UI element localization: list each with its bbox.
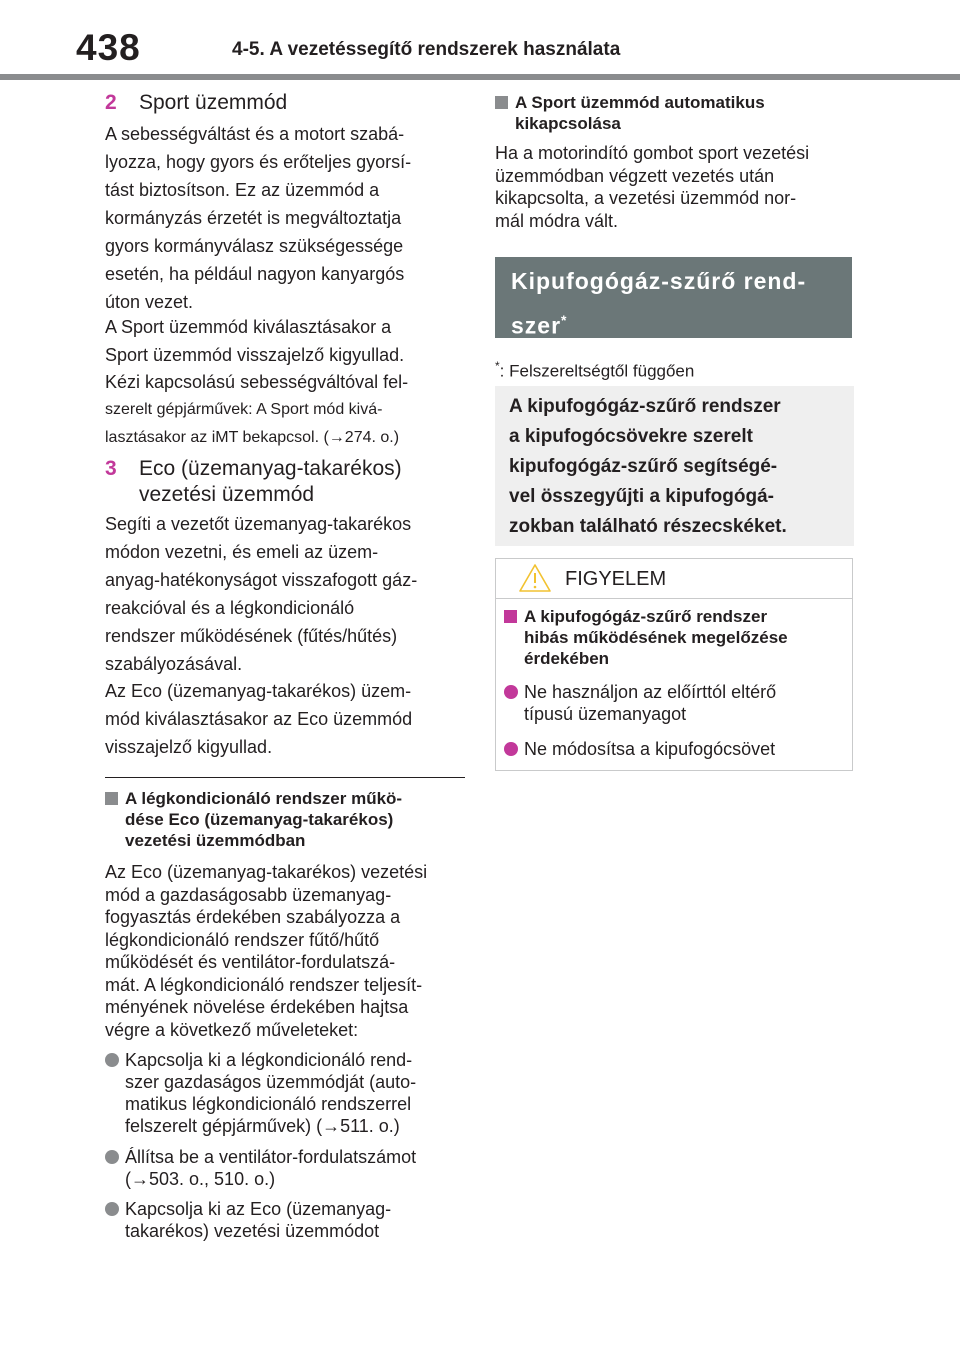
footnote-marker: * <box>561 312 568 328</box>
list-item-text <box>524 681 844 725</box>
text-line: üzemmódban végzett vezetés után <box>495 165 775 186</box>
text-line: visszajelző kigyullad. <box>105 737 273 757</box>
mode-title-line: Eco (üzemanyag-takarékos) <box>139 457 402 480</box>
bullet-dot-icon <box>105 1150 119 1164</box>
bullet-dot-icon <box>105 1202 119 1216</box>
square-marker-icon <box>105 792 118 805</box>
text-line: Ne módosítsa a kipufogócsövet <box>524 739 776 759</box>
text-line: Kapcsolja ki az Eco (üzemanyag- <box>125 1199 392 1219</box>
mode-title <box>139 456 402 508</box>
sport-auto-off-heading <box>495 92 855 134</box>
section-title-text: szer <box>511 312 562 339</box>
text-line: lyozza, hogy gyors és erőteljes gyorsí- <box>105 152 412 172</box>
mode-title-line: vezetési üzemmód <box>139 483 315 506</box>
warning-list-item <box>504 681 844 725</box>
text-line: a kipufogócsövekre szerelt <box>509 426 753 447</box>
warning-header <box>496 559 852 599</box>
text-line: érdekében <box>524 649 610 668</box>
text-line: matikus légkondicionáló rendszerrel <box>125 1094 412 1114</box>
bullet-dot-icon <box>105 1053 119 1067</box>
warning-triangle-icon <box>518 563 552 593</box>
text-line: kormányzás érzetét is megváltoztatja <box>105 208 402 228</box>
heading-text <box>515 92 855 134</box>
text-line: szabályozásával. <box>105 654 243 674</box>
ac-section-heading <box>105 788 467 851</box>
text-line: A Sport üzemmód automatikus <box>515 93 765 112</box>
text-line: esetén, ha például nagyon kanyargós <box>105 264 405 284</box>
text-line: Kézi kapcsolású sebességváltóval fel- <box>105 372 409 392</box>
text-line: végre a következő műveleteket: <box>105 1019 359 1040</box>
text-line: mód a gazdaságosabb üzemanyag- <box>105 884 392 905</box>
text-line: mát. A légkondicionáló rendszer teljesít- <box>105 974 423 995</box>
text-line: anyag-hatékonyságot visszafogott gáz- <box>105 570 418 590</box>
heading-text <box>524 606 844 669</box>
ac-section-body <box>105 861 467 1041</box>
warning-title: FIGYELEM <box>565 568 667 590</box>
section-title-line: Kipufogógáz-szűrő rend- <box>511 268 807 294</box>
list-item-text <box>125 1146 467 1190</box>
text-line: A kipufogógáz-szűrő rendszer <box>524 607 768 626</box>
mode-heading-eco <box>105 456 467 508</box>
mode-title: Sport üzemmód <box>139 91 288 114</box>
heading-text <box>125 788 467 851</box>
square-marker-icon <box>504 610 517 623</box>
text-line: Ha a motorindító gombot sport vezetési <box>495 143 810 163</box>
text-line: tást biztosítson. Ez az üzemmód a <box>105 180 380 200</box>
mode-number: 2 <box>105 91 117 114</box>
text-line: gyors kormányválasz szükségessége <box>105 236 404 256</box>
text-line: (→503. o., 510. o.) <box>125 1169 276 1189</box>
list-item <box>105 1049 467 1137</box>
text-line: Sport üzemmód visszajelző kigyullad. <box>105 345 405 365</box>
list-item-text <box>524 738 844 760</box>
text-line: Segíti a vezetőt üzemanyag-takarékos <box>105 514 412 534</box>
chapter-title: 4-5. A vezetéssegítő rendszerek használata <box>232 39 621 60</box>
section-title-box <box>495 257 852 338</box>
bullet-dot-icon <box>504 742 518 756</box>
text-line: dése Eco (üzemanyag-takarékos) <box>125 810 394 829</box>
bullet-dot-icon <box>504 685 518 699</box>
text-line: mál módra vált. <box>495 210 619 231</box>
text-line: kipufogógáz-szűrő segítségé- <box>509 456 778 477</box>
text-line: módon vezetni, és emeli az üzem- <box>105 542 379 562</box>
text-line: típusú üzemanyagot <box>524 704 687 724</box>
text-line: szer gazdaságos üzemmódját (auto- <box>125 1072 417 1092</box>
text-line: felszerelt gépjárművek) (→511. o.) <box>125 1116 400 1136</box>
text-line: úton vezet. <box>105 292 194 312</box>
intro-box <box>495 386 854 546</box>
text-line: kikapcsolása <box>515 114 621 133</box>
eco-indicator-text <box>105 677 467 761</box>
mode-number: 3 <box>105 457 117 480</box>
section-title-line <box>511 303 836 343</box>
text-line: Ne használjon az előírttól eltérő <box>524 682 777 702</box>
text-line: vel összegyűjti a kipufogógá- <box>509 486 774 507</box>
text-line: A sebességváltást és a motort szabá- <box>105 124 405 144</box>
sport-indicator-text <box>105 313 467 369</box>
text-line: vezetési üzemmódban <box>125 831 306 850</box>
footnote <box>495 355 694 383</box>
text-line: fogyasztás érdekében szabályozza a <box>105 907 401 927</box>
text-line: Az Eco (üzemanyag-takarékos) üzem- <box>105 681 412 701</box>
text-line: Kapcsolja ki a légkondicionáló rend- <box>125 1050 413 1070</box>
warning-list-item <box>504 738 844 760</box>
text-line: ményének növelése érdekében hajtsa <box>105 997 409 1017</box>
text-line: működését és ventilátor-fordulatszá- <box>105 952 396 972</box>
text-line: Az Eco (üzemanyag-takarékos) vezetési <box>105 862 428 882</box>
sport-description <box>105 120 467 316</box>
text-line: takarékos) vezetési üzemmódot <box>125 1221 380 1241</box>
square-marker-icon <box>495 96 508 109</box>
eco-description <box>105 510 467 678</box>
text-line: hibás működésének megelőzése <box>524 628 788 647</box>
list-item <box>105 1198 467 1242</box>
sport-imt-text <box>105 368 467 452</box>
section-divider <box>105 777 465 778</box>
text-line: zokban található részecskéket. <box>509 516 787 537</box>
text-line: reakcióval és a légkondicionáló <box>105 598 355 618</box>
text-line: mód kiválasztásakor az Eco üzemmód <box>105 709 413 729</box>
page-number: 438 <box>76 27 141 68</box>
warning-heading <box>504 606 844 669</box>
sport-auto-off-body <box>495 142 855 232</box>
text-line: lasztásakor az iMT bekapcsol. (→274. o.) <box>105 429 400 446</box>
text-line: légkondicionáló rendszer fűtő/hűtő <box>105 929 380 950</box>
list-item <box>105 1146 467 1190</box>
mode-heading-sport <box>105 90 467 116</box>
list-item-text <box>125 1049 467 1137</box>
page-header <box>0 0 960 80</box>
footnote-marker: * <box>495 359 500 373</box>
text-line: szerelt gépjárművek: A Sport mód kivá- <box>105 401 383 418</box>
text-line: kikapcsolta, a vezetési üzemmód nor- <box>495 188 797 208</box>
warning-box <box>495 558 853 771</box>
text-line: A légkondicionáló rendszer műkö- <box>125 789 403 808</box>
text-line: rendszer működésének (fűtés/hűtés) <box>105 626 398 646</box>
text-line: A Sport üzemmód kiválasztásakor a <box>105 317 392 337</box>
text-line: A kipufogógáz-szűrő rendszer <box>509 396 781 417</box>
list-item-text <box>125 1198 467 1242</box>
footnote-text: : Felszereltségtől függően <box>499 361 695 381</box>
header-rule <box>0 74 960 80</box>
text-line: Állítsa be a ventilátor-fordulatszámot <box>125 1147 417 1167</box>
